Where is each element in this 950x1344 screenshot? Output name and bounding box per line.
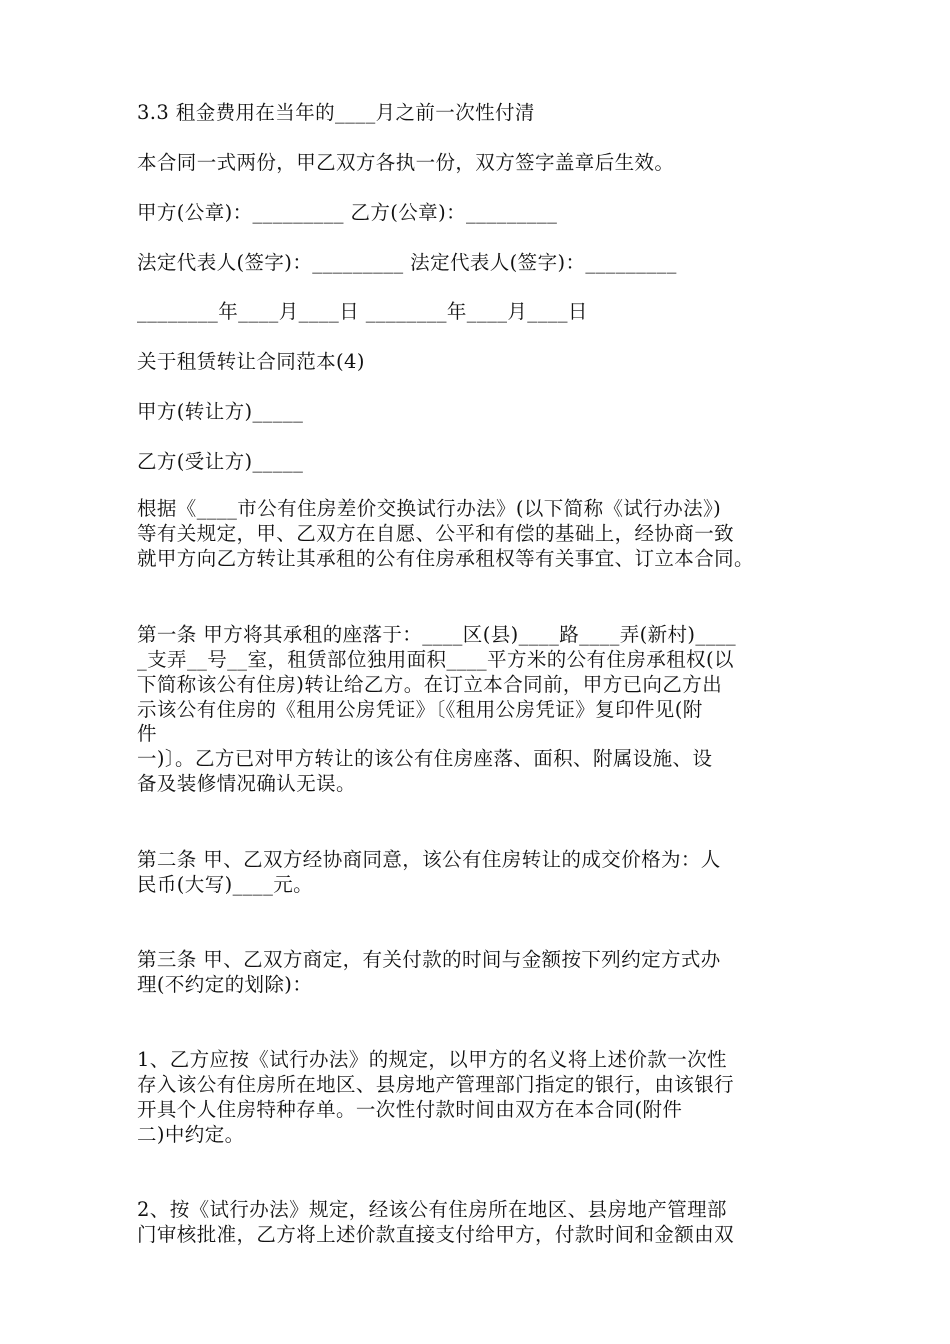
item-1-line-2: 存入该公有住房所在地区、县房地产管理部门指定的银行，由该银行 <box>137 1073 735 1096</box>
item-1-line-4: 二)中约定。 <box>137 1123 245 1146</box>
article-2-line-1: 第二条 甲、乙双方经协商同意，该公有住房转让的成交价格为：人 <box>137 848 721 871</box>
article-1-line-3: 下简称该公有住房)转让给乙方。在订立本合同前，甲方已向乙方出 <box>137 673 723 696</box>
item-2-line-2: 门审核批准，乙方将上述价款直接支付给甲方，付款时间和金额由双 <box>137 1223 735 1246</box>
party-a-line: 甲方(转让方)_____ <box>137 400 304 423</box>
item-1-line-1: 1、乙方应按《试行办法》的规定，以甲方的名义将上述价款一次性 <box>137 1048 727 1071</box>
item-2-line-1: 2、按《试行办法》规定，经该公有住房所在地区、县房地产管理部 <box>137 1198 727 1221</box>
article-2-line-2: 民币(大写)____元。 <box>137 873 314 896</box>
date-line: ________年____月____日 ________年____月____日 <box>137 300 588 323</box>
article-1-line-4: 示该公有住房的《租用公房凭证》〔《租用公房凭证》复印件见(附 <box>137 698 703 721</box>
legal-representative-line: 法定代表人(签字)：_________ 法定代表人(签字)：_________ <box>137 251 677 274</box>
preamble-line-1: 根据《____市公有住房差价交换试行办法》(以下简称《试行办法》) <box>137 497 722 520</box>
contract-copies-clause: 本合同一式两份，甲乙双方各执一份，双方签字盖章后生效。 <box>137 151 675 174</box>
article-1-line-5: 件 <box>137 722 157 745</box>
preamble-line-3: 就甲方向乙方转让其承租的公有住房承租权等有关事宜、订立本合同。 <box>137 547 754 570</box>
article-1-line-1: 第一条 甲方将其承租的座落于：____区(县)____路____弄(新村)____ <box>137 623 737 646</box>
article-3-line-2: 理(不约定的划除)： <box>137 973 313 996</box>
article-1-line-2: _支弄__号__室，租赁部位独用面积____平方米的公有住房承租权(以 <box>137 648 734 671</box>
section-title: 关于租赁转让合同范本(4) <box>137 350 365 373</box>
item-1-line-3: 开具个人住房特种存单。一次性付款时间由双方在本合同(附件 <box>137 1098 683 1121</box>
article-1-line-7: 备及装修情况确认无误。 <box>137 772 356 795</box>
article-1-line-6: 一)〕。乙方已对甲方转让的该公有住房座落、面积、附属设施、设 <box>137 747 713 770</box>
rent-payment-clause: 3.3 租金费用在当年的____月之前一次性付清 <box>137 101 535 124</box>
party-b-line: 乙方(受让方)_____ <box>137 450 304 473</box>
preamble-line-2: 等有关规定，甲、乙双方在自愿、公平和有偿的基础上，经协商一致 <box>137 522 735 545</box>
party-seal-line: 甲方(公章)：_________ 乙方(公章)：_________ <box>137 201 558 224</box>
article-3-line-1: 第三条 甲、乙双方商定，有关付款的时间与金额按下列约定方式办 <box>137 948 721 971</box>
